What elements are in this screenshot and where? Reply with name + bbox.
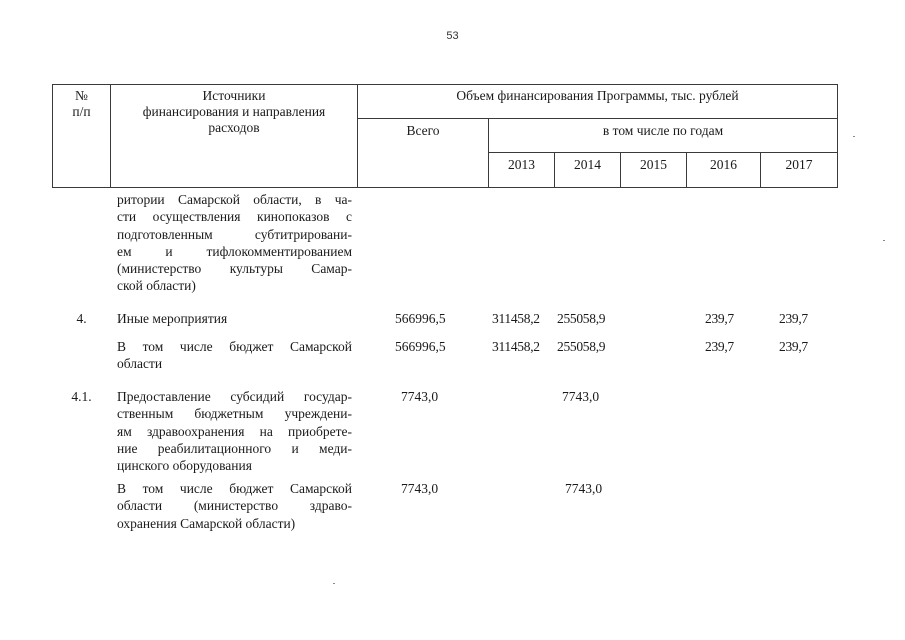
- description-line: (министерство культуры Самар-: [117, 261, 352, 277]
- description-line: ритории Самарской области, в ча-: [117, 192, 352, 207]
- header-by-years: в том числе по годам: [602, 123, 724, 138]
- header-year-2015: 2015: [640, 157, 667, 172]
- row-description: [117, 480, 352, 532]
- header-num: [53, 88, 110, 120]
- value-2013: 311458,2: [492, 311, 540, 326]
- row-description: [117, 388, 352, 474]
- header-source: [111, 88, 357, 136]
- description-line: Предоставление субсидий государ-: [117, 389, 352, 404]
- description-line: ской области): [117, 278, 196, 294]
- description-line: сти осуществления кинопоказов с: [117, 209, 352, 225]
- value-2017: 239,7: [779, 311, 808, 326]
- value-2017: 239,7: [779, 339, 808, 354]
- scan-speck: [883, 240, 885, 241]
- description-line: Иные мероприятия: [117, 311, 228, 326]
- value-2014: 255058,9: [557, 339, 606, 354]
- header-year-2013: 2013: [508, 157, 535, 172]
- header-border-mid: [357, 118, 838, 119]
- value-2014: 7743,0: [565, 481, 603, 496]
- row-number: 4.: [76, 311, 87, 326]
- description-line: охранения Самарской области): [117, 515, 296, 531]
- header-border-top: [52, 84, 838, 85]
- header-border-right: [837, 84, 838, 188]
- scan-speck: [333, 583, 335, 584]
- description-line: области (министерство здраво-: [117, 498, 352, 514]
- header-source-line2: финансирования и направления: [142, 104, 326, 119]
- header-border-bottom: [52, 187, 838, 188]
- value-total: 566996,5: [395, 311, 446, 326]
- value-2013: 7743,0: [562, 389, 600, 404]
- row-description: [117, 338, 352, 373]
- description-line: цинского оборудования: [117, 458, 252, 474]
- header-num-line2: п/п: [72, 104, 91, 119]
- description-line: В том числе бюджет Самарской: [117, 339, 352, 354]
- header-num-line1: №: [75, 88, 88, 103]
- page-number: 53: [446, 30, 459, 42]
- value-2014: 255058,9: [557, 311, 606, 326]
- value-total: 7743,0: [401, 389, 439, 404]
- row-description: [117, 191, 352, 295]
- header-source-line1: Источники: [202, 88, 266, 103]
- header-year-2017: 2017: [785, 157, 813, 172]
- value-total: 7743,0: [401, 481, 439, 496]
- header-year-2014: 2014: [574, 157, 601, 172]
- header-total: Всего: [406, 123, 440, 138]
- description-line: подготовленным субтитрировани-: [117, 226, 352, 242]
- description-line: ние реабилитационного и меди-: [117, 440, 352, 456]
- description-line: ем и тифлокомментированием: [117, 243, 352, 259]
- description-line: В том числе бюджет Самарской: [117, 481, 352, 496]
- header-source-line3: расходов: [208, 120, 260, 135]
- value-2016: 239,7: [705, 339, 734, 354]
- row-description: [117, 310, 352, 327]
- value-2013: 311458,2: [492, 339, 540, 354]
- header-volume: Объем финансирования Программы, тыс. рублей: [456, 88, 739, 103]
- description-line: ственным бюджетным учреждени-: [117, 406, 352, 422]
- row-number: 4.1.: [71, 389, 92, 404]
- description-line: области: [117, 356, 163, 372]
- value-total: 566996,5: [395, 339, 446, 354]
- description-line: ям здравоохранения на приобрете-: [117, 423, 352, 439]
- scan-speck: [853, 136, 855, 137]
- header-year-2016: 2016: [710, 157, 737, 172]
- header-border-years: [488, 152, 838, 153]
- value-2016: 239,7: [705, 311, 734, 326]
